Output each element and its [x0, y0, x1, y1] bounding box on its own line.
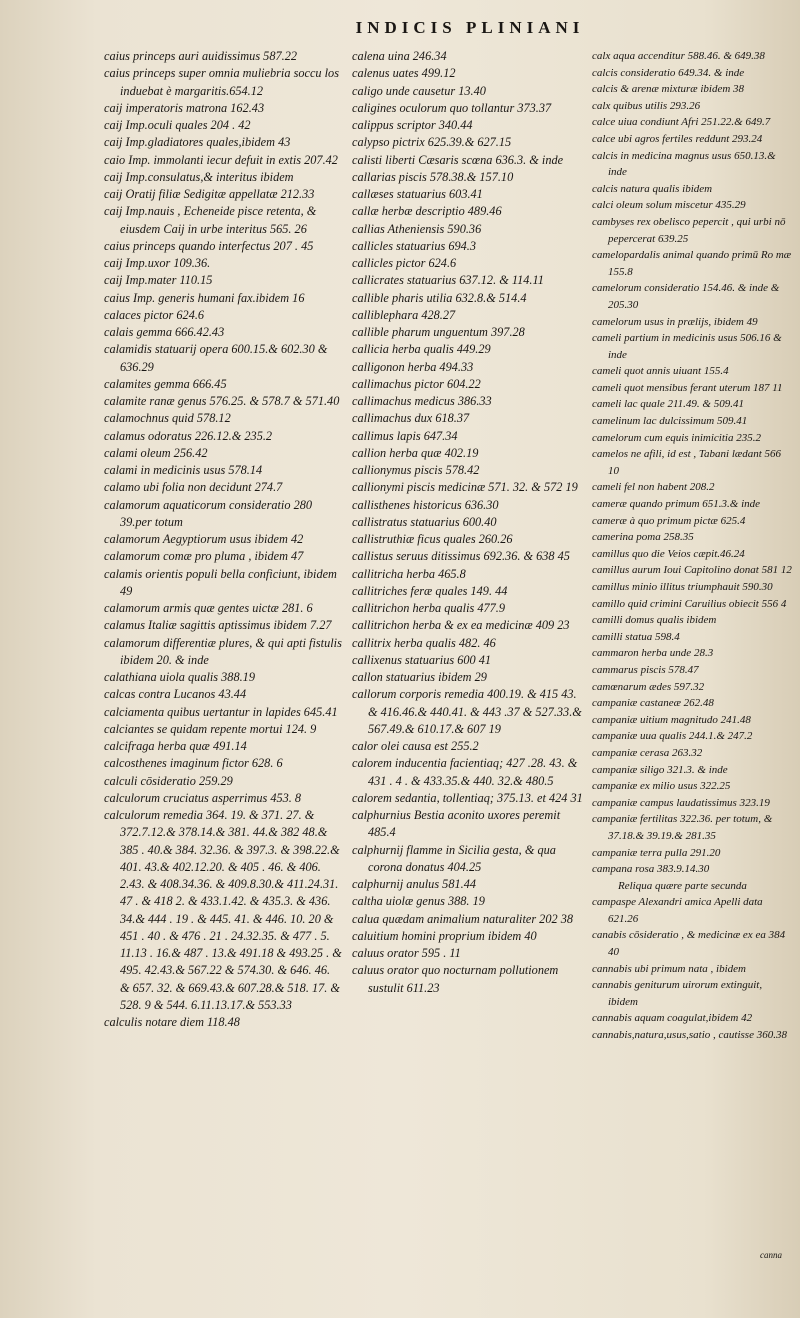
index-entry: calculorum remedia 364. 19. & 371. 27. & 372.7.12.& 378.14.& 381. 44.& 382 48.& 385 . 40.& 384. 32.36. & 397.3. & 398.22.& 401. 43.& 402.12.20. & 405 . 46. & 406. 2.43. & 408.34.36. & 409.8.30.& 411.24.31. 47 . & 418 2. & 433.1.42. & 435.3. & 436. 34.& 444 . 19 . & 445. 41. & 446. 10. 20 & 451 . 40 . & 476 . 21 . 24.32.35. & 477 . 5. 11.13 . 16.& 487 . 13.& 491.18 & 493.25 . & 495. 42.43.& 567.22 & 574.30. & 646. 46. & 657. 32. & 669.43.& 607.28.& 518. 17. & 528. 9 & 544. 6.11.13.17.& 553.33 — [104, 808, 342, 1012]
index-entry: calami in medicinis usus 578.14 — [104, 463, 263, 477]
index-entry: callias Atheniensis 590.36 — [352, 221, 482, 236]
index-entry: caluitium homini proprium ibidem 40 — [352, 928, 537, 943]
index-entry: campana rosa 383.9.14.30 — [592, 863, 710, 876]
index-entry: callixenus statuarius 600 41 — [352, 652, 492, 667]
index-entry: camelorum consideratio 154.46. & inde & 205.30 — [592, 282, 780, 311]
index-entry: cameli quot mensibus ferant uterum 187 11 — [592, 381, 783, 394]
index-entry: camœnarum ædes 597.32 — [592, 680, 705, 693]
index-entry: calaces pictor 624.6 — [104, 307, 205, 322]
index-entry: calorem inducentia facientiaq; 427 .28. 43. & 431 . 4 . & 433.35.& 440. 32.& 480.5 — [352, 756, 578, 788]
index-entry: camilli domus qualis ibidem — [592, 614, 717, 627]
index-entry: callorum corporis remedia 400.19. & 415 43. & 416.46.& 440.41. & 443 .37 & 527.33.& 567.49.& 610.17.& 607 19 — [352, 687, 582, 736]
index-entry: calphurnius Bestia aconito uxores peremit 485.4 — [352, 808, 561, 840]
index-entry: calce uiua condiunt Afri 251.22.& 649.7 — [592, 116, 771, 129]
catchword: canna — [760, 1250, 782, 1260]
index-entry: cannabis geniturum uirorum extinguit, ibidem — [592, 979, 763, 1008]
index-entry: campaniæ cerasa 263.32 — [592, 746, 703, 759]
index-entry: camillus aurum Ioui Capitolino donat 581 12 — [592, 564, 792, 577]
index-entry: calcis in medicina magnus usus 650.13.& inde — [592, 149, 776, 179]
index-entry: calciamenta quibus uertantur in lapides 645.41 — [104, 704, 338, 719]
index-entry: cameræ à quo primum pictæ 625.4 — [592, 514, 746, 527]
index-entry: callæses statuarius 603.41 — [352, 187, 483, 201]
index-entry: calena uina 246.34 — [352, 49, 447, 63]
index-entry: camelopardalis animal quando primū Ro mæ 155.8 — [592, 249, 792, 278]
index-entry: cannabis aquam coagulat,ibidem 42 — [592, 1012, 753, 1025]
index-entry: callicia herba qualis 449.29 — [352, 342, 491, 357]
index-entry: campaniæ uua qualis 244.1.& 247.2 — [592, 730, 753, 743]
index-column-1 — [104, 48, 342, 1031]
index-entry: campaniæ fertilitas 322.36. per totum, & 37.18.& 39.19.& 281.35 — [592, 813, 773, 842]
index-entry: calamus Italiæ sagittis aptissimus ibidem 7.27 — [104, 618, 332, 633]
index-entry: calculis notare diem 118.48 — [104, 1015, 240, 1029]
index-entry: calamus odoratus 226.12.& 235.2 — [104, 428, 273, 443]
index-entry: caius Imp. generis humani fax.ibidem 16 — [104, 290, 305, 305]
index-entry: callarias piscis 578.38.& 157.10 — [352, 169, 514, 184]
index-entry: calcis consideratio 649.34. & inde — [592, 66, 745, 79]
index-entry: calcis natura qualis ibidem — [592, 182, 713, 195]
index-entry: calamidis statuarij opera 600.15.& 602.30 & 636.29 — [104, 342, 328, 374]
index-entry: callistratus statuarius 600.40 — [352, 514, 497, 529]
index-entry: callimus lapis 647.34 — [352, 428, 458, 443]
index-entry: cameli lac quale 211.49. & 509.41 — [592, 398, 744, 411]
index-entry: cannabis,natura,usus,satio , cautisse 360.38 — [592, 1029, 787, 1042]
index-entry: camillus minio illitus triumphauit 590.30 — [592, 581, 773, 593]
index-entry: callitrichon herba & ex ea medicinæ 409 23 — [352, 618, 570, 633]
index-entry: caij Oratij filiæ Sedigitæ appellatæ 212.33 — [104, 187, 315, 201]
index-entry: caio Imp. immolanti iecur defuit in extis 207.42 — [104, 152, 338, 167]
index-entry: cameli quot annis uiuant 155.4 — [592, 365, 729, 378]
index-entry: cannabis ubi primum nata , ibidem — [592, 962, 746, 975]
index-entry: calciantes se quidam repente mortui 124. 9 — [104, 721, 317, 736]
index-entry: calamorum armis quæ gentes uictæ 281. 6 — [104, 601, 313, 615]
index-entry: calphurnij anulus 581.44 — [352, 877, 476, 891]
index-entry: caius princeps super omnia muliebria soccu los induebat è margaritis.654.12 — [104, 66, 339, 98]
index-entry: caligo unde causetur 13.40 — [352, 83, 486, 98]
index-entry: calcas contra Lucanos 43.44 — [104, 687, 247, 702]
index-entry: campaniæ uitium magnitudo 241.48 — [592, 713, 751, 726]
index-entry: cambyses rex obelisco pepercit , qui urbi nō pepercerat 639.25 — [592, 215, 786, 245]
index-entry: calcosthenes imaginum fictor 628. 6 — [104, 756, 283, 771]
index-entry: callæ herbæ descriptio 489.46 — [352, 204, 502, 219]
index-entry: calamorum Aegyptiorum usus ibidem 42 — [104, 532, 304, 546]
index-entry: callicrates statuarius 637.12. & 114.11 — [352, 273, 544, 288]
index-entry: calypso pictrix 625.39.& 627.15 — [352, 135, 512, 150]
index-entry: calamochnus quid 578.12 — [104, 411, 231, 426]
index-entry: callitrix herba qualis 482. 46 — [352, 635, 496, 650]
index-entry: camilli statua 598.4 — [592, 630, 680, 643]
index-entry: caij Imp.nauis , Echeneide pisce retenta, & eiusdem Caij in urbe interitus 565. 26 — [104, 204, 317, 236]
index-entry: calamis orientis populi bella conficiunt, ibidem 49 — [104, 566, 337, 598]
index-entry: calamite ranæ genus 576.25. & 578.7 & 571.40 — [104, 394, 340, 408]
index-entry: caius princeps quando interfectus 207 . 45 — [104, 238, 314, 253]
index-entry: calisti liberti Cæsaris scœna 636.3. & inde — [352, 152, 564, 167]
index-entry: caluus orator 595 . 11 — [352, 946, 461, 960]
index-entry: cammarus piscis 578.47 — [592, 663, 699, 676]
index-entry: calamites gemma 666.45 — [104, 376, 227, 391]
index-entry: callitricha herba 465.8 — [352, 566, 466, 581]
index-entry: calamo ubi folia non decidunt 274.7 — [104, 480, 283, 495]
index-entry: calor olei causa est 255.2 — [352, 739, 479, 753]
running-header-title: INDICIS PLINIANI — [355, 18, 585, 37]
index-column-3 — [592, 48, 792, 1044]
index-entry: calculorum cruciatus asperrimus 453. 8 — [104, 790, 302, 805]
index-entry: cameræ quando primum 651.3.& inde — [592, 498, 761, 511]
index-entry: callimachus pictor 604.22 — [352, 376, 481, 391]
index-entry: camelorum cum equis inimicitia 235.2 — [592, 431, 761, 444]
index-entry: canabis cōsideratio , & medicinæ ex ea 384 40 — [592, 929, 786, 959]
index-entry: calcis & arenæ mixturæ ibidem 38 — [592, 83, 745, 96]
index-entry: cameli fel non habent 208.2 — [592, 481, 715, 494]
index-entry: calci oleum solum miscetur 435.29 — [592, 199, 746, 212]
index-entry: calliblephara 428.27 — [352, 307, 456, 322]
index-entry: callible pharis utilia 632.8.& 514.4 — [352, 290, 527, 305]
index-entry: calx aqua accenditur 588.46. & 649.38 — [592, 50, 765, 62]
index-entry: calorem sedantia, tollentiaq; 375.13. et 424 31 — [352, 790, 583, 805]
index-entry: calamorum comæ pro pluma , ibidem 47 — [104, 549, 304, 564]
index-entry: campaniæ campus laudatissimus 323.19 — [592, 796, 770, 809]
index-entry: campaniæ terra pulla 291.20 — [592, 846, 721, 859]
index-entry: campaniæ siligo 321.3. & inde — [592, 763, 728, 776]
index-entry: callicles statuarius 694.3 — [352, 238, 476, 253]
index-entry: caluus orator quo nocturnam pollutionem sustulit 611.23 — [352, 963, 559, 995]
index-entry: callitrichon herba qualis 477.9 — [352, 601, 506, 615]
index-entry: cammaron herba unde 28.3 — [592, 647, 714, 660]
index-entry: callion herba quæ 402.19 — [352, 445, 479, 460]
index-entry: callitriches feræ quales 149. 44 — [352, 583, 508, 598]
index-entry: caligines oculorum quo tollantur 373.37 — [352, 100, 552, 115]
index-entry: campaniæ castaneæ 262.48 — [592, 697, 714, 710]
index-entry: callionymi piscis medicinæ 571. 32. & 572 19 — [352, 480, 578, 495]
index-entry: callimachus medicus 386.33 — [352, 394, 492, 408]
index-entry: calais gemma 666.42.43 — [104, 325, 225, 339]
index-entry: caij Imp.consulatus,& interitus ibidem — [104, 169, 294, 184]
index-entry: Reliqua quære parte secunda — [618, 879, 747, 892]
index-entry: caij imperatoris matrona 162.43 — [104, 100, 265, 115]
index-entry: caij Imp.gladiatores quales,ibidem 43 — [104, 135, 291, 150]
index-entry: calce ubi agros fertiles reddunt 293.24 — [592, 132, 763, 145]
index-entry: camillus quo die Veios cæpit.46.24 — [592, 547, 745, 560]
index-entry: callicles pictor 624.6 — [352, 256, 457, 270]
index-entry: callon statuarius ibidem 29 — [352, 670, 487, 684]
index-entry: callistruthiæ ficus quales 260.26 — [352, 532, 513, 546]
index-entry: camerina poma 258.35 — [592, 531, 694, 544]
index-entry: calamorum aquaticorum consideratio 280 39.per totum — [104, 497, 313, 529]
index-entry: calippus scriptor 340.44 — [352, 118, 473, 132]
running-header — [0, 18, 800, 38]
index-entry: calx quibus utilis 293.26 — [592, 99, 701, 112]
index-entry: calligonon herba 494.33 — [352, 359, 474, 374]
index-entry: camillo quid crimini Caruilius obiecit 556 4 — [592, 597, 787, 610]
index-entry: caltha uiolæ genus 388. 19 — [352, 894, 485, 909]
index-entry: calcifraga herba quæ 491.14 — [104, 739, 247, 753]
index-entry: calathiana uiola qualis 388.19 — [104, 670, 255, 684]
index-entry: camelorum usus in prælijs, ibidem 49 — [592, 315, 758, 328]
index-entry: calphurnij flamme in Sicilia gesta, & qua corona donatus 404.25 — [352, 842, 556, 874]
index-entry: calculi cōsideratio 259.29 — [104, 773, 233, 788]
index-entry: calenus uates 499.12 — [352, 66, 456, 81]
index-entry: caij Imp.mater 110.15 — [104, 273, 213, 288]
index-column-2 — [352, 48, 584, 997]
index-entry: calua quædam animalium naturaliter 202 38 — [352, 911, 574, 926]
index-entry: callimachus dux 618.37 — [352, 411, 470, 426]
index-entry: caij Imp.uxor 109.36. — [104, 256, 211, 270]
index-entry: caius princeps auri auidissimus 587.22 — [104, 49, 297, 63]
index-entry: callistus seruus ditissimus 692.36. & 638 45 — [352, 549, 570, 564]
index-entry: calami oleum 256.42 — [104, 445, 208, 460]
index-entry: camelinum lac dulcissimum 509.41 — [592, 415, 748, 428]
index-entry: calamorum differentiæ plures, & qui apti fistulis ibidem 20. & inde — [104, 635, 342, 667]
index-entry: campaniæ ex milio usus 322.25 — [592, 780, 731, 793]
index-entry: caij Imp.oculi quales 204 . 42 — [104, 118, 251, 132]
index-entry: cameli partium in medicinis usus 506.16 & inde — [592, 332, 782, 361]
index-entry: callionymus piscis 578.42 — [352, 463, 480, 477]
index-entry: campaspe Alexandri amica Apelli data 621.26 — [592, 896, 763, 925]
index-entry: callisthenes historicus 636.30 — [352, 497, 499, 512]
index-entry: callible pharum unguentum 397.28 — [352, 325, 525, 339]
index-entry: camelos ne afili, id est , Tabani lædant 566 10 — [592, 448, 782, 477]
